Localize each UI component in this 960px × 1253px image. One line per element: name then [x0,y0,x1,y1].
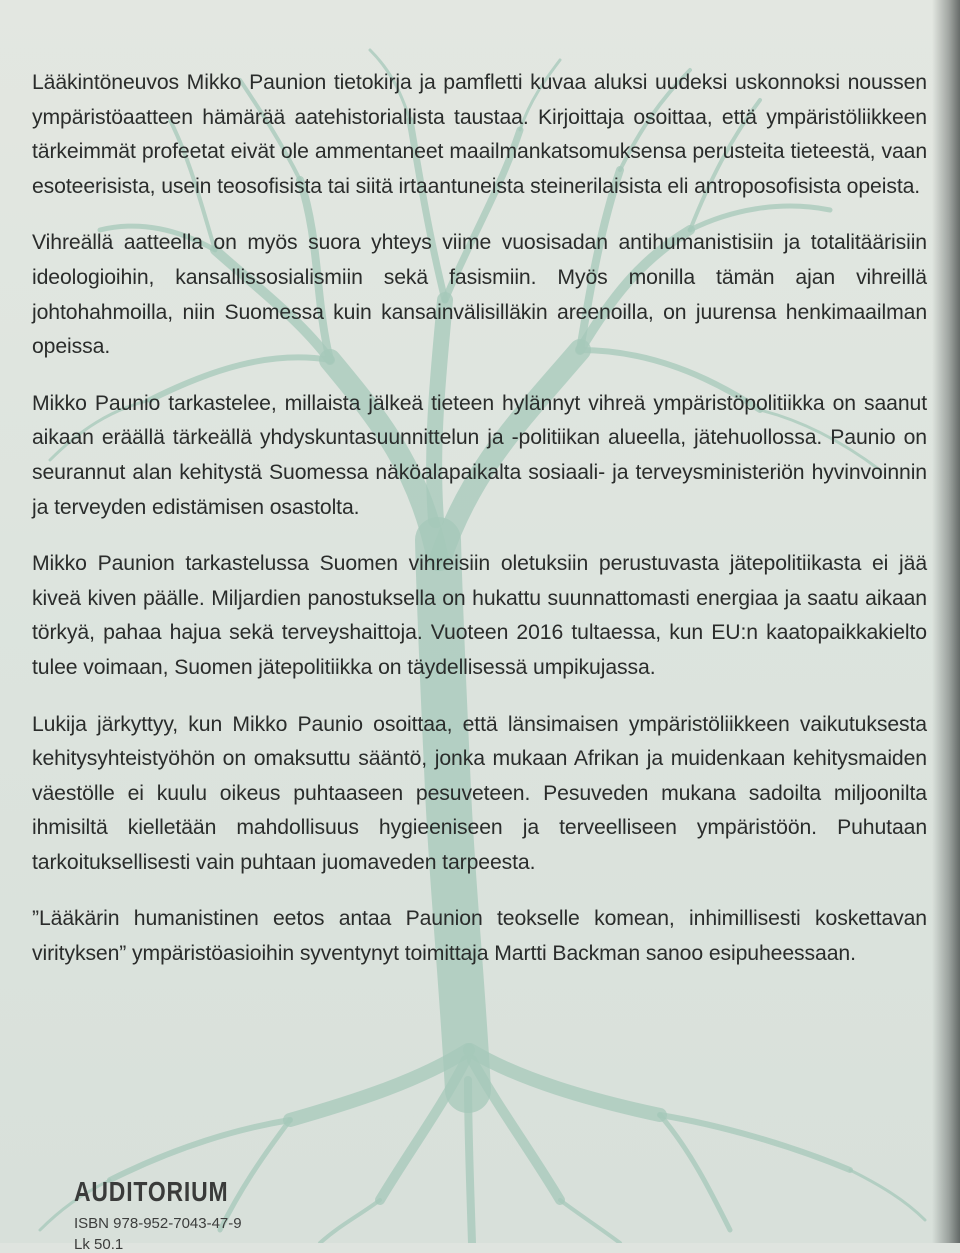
paragraph-3: Mikko Paunio tarkastelee, millaista jälkeä tieteen hylännyt vihreä ympäristöpolitiikka on saanut aikaan eräällä tärkeällä yhdyskuntasuunnittelun ja -politiikan alueella, jätehuollossa. Paunio on seurannut alan kehitystä Suomessa näköalapaikalta sosiaali- ja terveysministeriön hyvinvoinnin ja terveyden edistämisen osastolta. [32,391,927,519]
paragraph-4: Mikko Paunion tarkastelussa Suomen vihreisiin oletuksiin perustuvasta jätepolitiikasta ei jää kiveä kiven päälle. Miljardien panostuksella on hukattu suunnattomasti energiaa ja saatu aikaan törkyä, pahaa hajua sekä terveyshaittoja. Vuoteen 2016 tultaessa, kun EU:n kaatopaikkakielto tulee voimaan, Suomen jätepolitiikka on täydellisessä umpikujassa. [32,552,927,679]
paragraph-2: Vihreällä aatteella on myös suora yhteys viime vuosisadan antihumanistisiin ja totalitäärisiin ideologioihin, kansallissosialismiin sekä fasismiin. Myös monilla tämän ajan vihreillä johtohahmoilla, niin Suomessa kuin kansainvälisilläkin areenoilla, on juurensa henkimaailman opeissa. [32,231,927,359]
isbn-number: ISBN 978-952-7043-47-9 [74,1215,242,1232]
page-edge-shadow [932,0,960,1243]
paragraph-1: Lääkintöneuvos Mikko Paunion tietokirja ja pamfletti kuvaa aluksi uudeksi uskonnoksi noussen ympäristöaatteen hämärää aatehistoriallista taustaa. Kirjoittaja osoittaa, että ympäristöliikkeen tärkeimmät profeetat eivät ole ammentaneet maailmankatsomuksensa perusteita tieteestä, vaan esoteerisista, usein teosofisista tai siitä irtaantuneista steinerilaisista eli antroposofisista opeista. [32,71,927,198]
paragraph-quote: ”Lääkärin humanistinen eetos antaa Paunion teokselle komean, inhimillisesti koskettavan virityksen” ympäristöasioihin syventynyt toimittaja Martti Backman sanoo esipuheessaan. [32,907,927,966]
blurb-text [32,66,927,972]
publisher-logo: AUDITORIUM [74,1176,229,1207]
paragraph-5: Lukija järkyttyy, kun Mikko Paunio osoittaa, että länsimaisen ympäristöliikkeen vaikutuksesta kehitysyhteistyöhön on omaksuttu sääntö, jonka mukaan Afrikan ja muidenkaan kehitysmaiden väestölle ei kuulu oikeus puhtaaseen pesuveteen. Pesuveden mukana sadoilta miljoonilta ihmisiltä kielletään mahdollisuus hygieeniseen ja terveelliseen ympäristöön. Puhutaan tarkoituksellisesti vain puhtaan juomaveden tarpeesta. [32,712,927,874]
classification-code: Lk 50.1 [74,1236,124,1253]
